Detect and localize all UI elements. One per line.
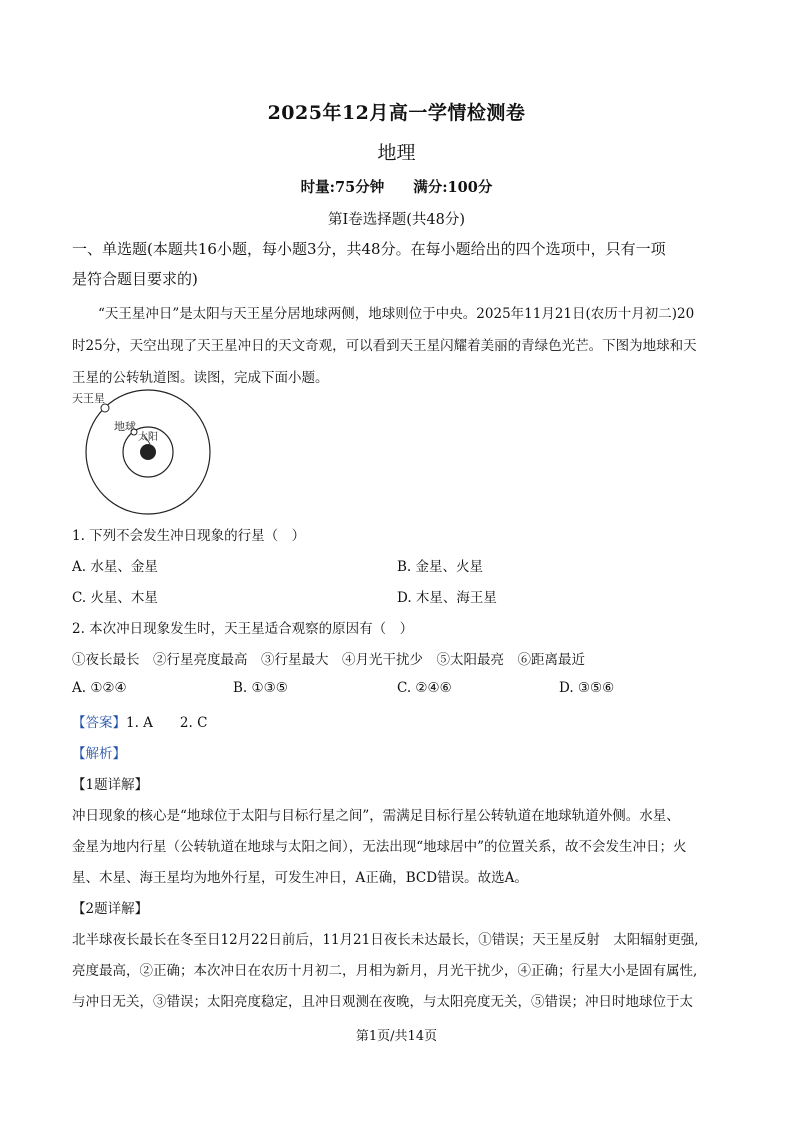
q1-detail-heading: 【1题详解】 — [72, 777, 149, 793]
question-2-factors: ①夜长最长 ②行星亮度最高 ③行星最大 ④月光干扰少 ⑤太阳最亮 ⑥距离最近 — [72, 652, 585, 668]
q1-detail-line-2: 金星为地内行星（公转轨道在地球与太阳之间），无法出现“地球居中”的位置关系，故不会发生冲日；火 — [72, 839, 687, 855]
analysis-tag: 【解析】 — [72, 746, 126, 762]
question-1-option-c: C. 火星、木星 — [72, 590, 158, 606]
q1-detail-line-3: 星、木星、海王星均为地外行星，可发生冲日，A正确，BCD错误。故选A。 — [72, 870, 528, 886]
passage-line-2: 时25分，天空出现了天王星冲日的天文奇观，可以看到天王星闪耀着美丽的青绿色光芒。下图为地球和天 — [72, 338, 697, 354]
q2-detail-line-3: 与冲日无关，③错误；太阳亮度稳定，且冲日观测在夜晚，与太阳亮度无关，⑤错误；冲日时地球位于太 — [72, 994, 693, 1010]
label-earth: 地球 — [114, 420, 136, 433]
question-2-option-b: B. ①③⑤ — [233, 680, 288, 696]
label-uranus: 天王星 — [72, 392, 105, 405]
question-1-option-b: B. 金星、火星 — [397, 559, 484, 575]
instructions-line-1: 一、单选题(本题共16小题，每小题3分，共48分。在每小题给出的四个选项中，只有一项 — [72, 240, 666, 258]
uranus-dot — [101, 404, 109, 412]
instructions-line-2: 是符合题目要求的) — [72, 270, 198, 288]
page-number: 第1页/共14页 — [355, 1029, 438, 1044]
passage-line-3: 王星的公转轨道图。读图，完成下面小题。 — [72, 370, 329, 386]
question-2-option-a: A. ①②④ — [72, 680, 127, 696]
exam-title: 2025年12月高一学情检测卷 — [267, 102, 526, 124]
passage-line-1: “天王星冲日”是太阳与天王星分居地球两侧，地球则位于中央。2025年11月21日(农历十月初二)20 — [98, 306, 695, 322]
answer-tag: 【答案】 — [72, 715, 126, 731]
orbit-diagram — [66, 388, 226, 518]
q2-detail-line-1: 北半球夜长最长在冬至日12月22日前后，11月21日夜长未达最长，①错误；天王星反射 太阳辐射更强, — [72, 932, 699, 948]
question-1-option-a: A. 水星、金星 — [72, 559, 158, 575]
sun-dot — [140, 444, 156, 460]
question-1-stem: 1. 下列不会发生冲日现象的行星（ ） — [72, 528, 306, 544]
label-sun: 太阳 — [138, 432, 158, 443]
question-1-option-d: D. 木星、海王星 — [397, 590, 497, 606]
answer-text: 1. A 2. C — [126, 715, 208, 731]
section-heading: 第Ⅰ卷选择题(共48分) — [328, 212, 465, 228]
q1-detail-line-1: 冲日现象的核心是“地球位于太阳与目标行星之间”，需满足目标行星公转轨道在地球轨道外侧。水星、 — [72, 808, 680, 824]
subject-title: 地理 — [377, 142, 416, 164]
time-info: 时量:75分钟 满分:100分 — [300, 179, 493, 196]
q2-detail-line-2: 亮度最高，②正确；本次冲日在农历十月初二，月相为新月，月光干扰少，④正确；行星大小是固有属性, — [72, 963, 698, 979]
question-2-stem: 2. 本次冲日现象发生时，天王星适合观察的原因有（ ） — [72, 621, 414, 637]
q2-detail-heading: 【2题详解】 — [72, 901, 149, 917]
question-2-option-c: C. ②④⑥ — [397, 680, 452, 696]
question-2-option-d: D. ③⑤⑥ — [559, 680, 615, 696]
answer-line — [72, 711, 207, 731]
